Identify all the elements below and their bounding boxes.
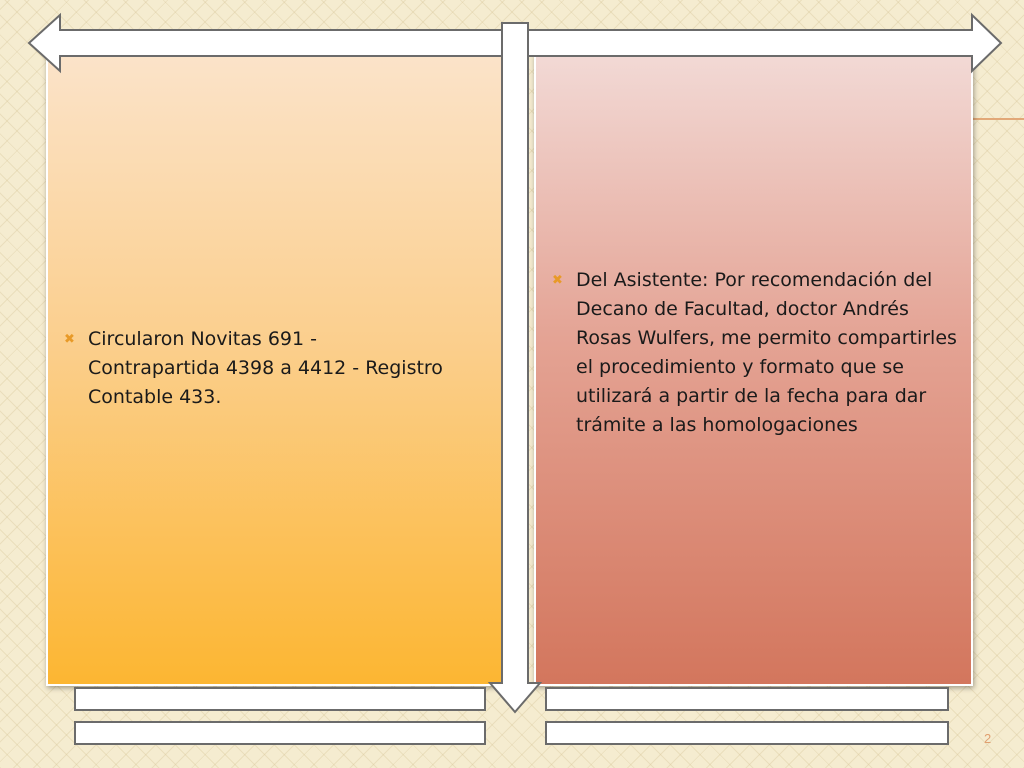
page-number: 2 — [984, 731, 992, 746]
bottom-box-right-1 — [546, 688, 948, 710]
arrow-down-icon — [490, 23, 540, 712]
arrow-right-icon — [528, 15, 1001, 71]
right-bullet-text: Del Asistente: Por recomendación del Decano de Facultad, doctor Andrés Rosas Wulfers, me permito compartirles el procedimiento y formato que se utilizará a partir de la fecha para dar trámite a las homologaciones — [576, 269, 957, 436]
x-bullet-icon: ✖ — [64, 332, 75, 347]
bottom-box-right-2 — [546, 722, 948, 744]
arrow-left-icon — [29, 15, 502, 71]
x-bullet-icon: ✖ — [552, 273, 563, 288]
bottom-box-left-1 — [75, 688, 485, 710]
bottom-box-left-2 — [75, 722, 485, 744]
left-bullet-text: Circularon Novitas 691 - Contrapartida 4398 a 4412 - Registro Contable 433. — [88, 328, 443, 408]
left-bullet-item — [52, 325, 452, 412]
right-bullet-item — [540, 266, 970, 440]
